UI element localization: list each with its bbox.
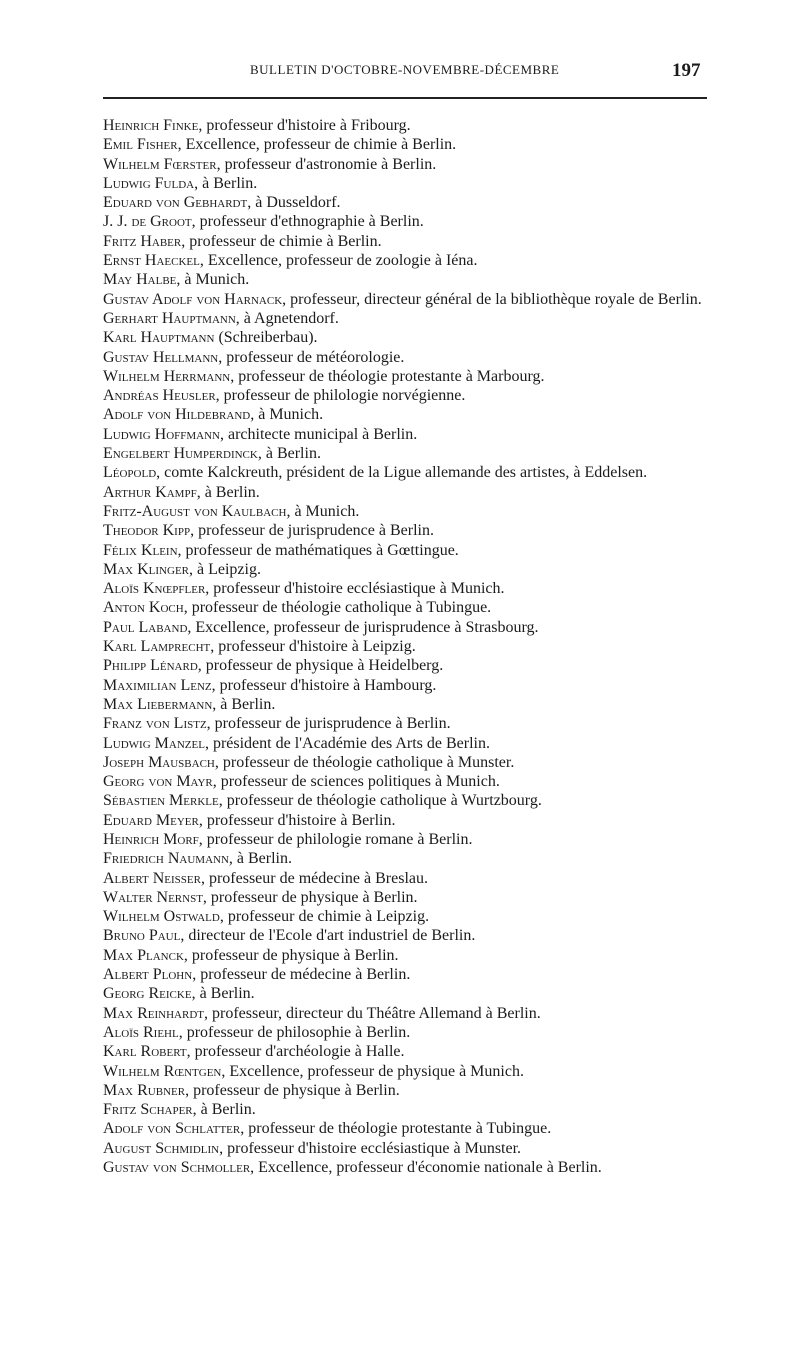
member-description: , Excellence, professeur de chimie à Berlin. <box>177 136 457 154</box>
list-item <box>103 1023 713 1042</box>
member-name: Fritz Schaper <box>103 1101 193 1119</box>
member-name: May Halbe <box>103 271 177 289</box>
member-description: , professeur de météorologie. <box>218 348 405 366</box>
member-description: , à Dusseldorf. <box>247 194 341 212</box>
list-item <box>103 714 713 733</box>
list-item <box>103 541 713 560</box>
member-name: Paul Laband <box>103 618 188 636</box>
member-name: Sébastien Merkle <box>103 792 219 810</box>
list-item <box>103 116 713 135</box>
list-item <box>103 907 713 926</box>
member-name: Max Klinger <box>103 560 189 578</box>
list-item <box>103 1119 713 1138</box>
member-name: Félix Klein <box>103 541 178 559</box>
member-name: Wilhelm Herrmann <box>103 367 231 385</box>
member-name: Friedrich Naumann <box>103 850 229 868</box>
member-description: , professeur d'histoire à Berlin. <box>198 811 396 829</box>
list-item <box>103 946 713 965</box>
member-name: Bruno Paul <box>103 927 181 945</box>
list-item <box>103 232 713 251</box>
member-description: (Schreiberbau). <box>214 329 318 347</box>
member-description: , professeur d'histoire ecclésiastique à Munich. <box>205 580 505 598</box>
member-name: Adolf von Hildebrand <box>103 406 251 424</box>
list-item <box>103 251 713 270</box>
member-description: , à Berlin. <box>257 445 321 463</box>
member-name: Emil Fisher <box>103 136 178 154</box>
member-description: , professeur, directeur du Théâtre Allemand à Berlin. <box>204 1004 541 1022</box>
member-description: , professeur de théologie protestante à Marbourg. <box>230 367 545 385</box>
member-name: Max Liebermann <box>103 695 213 713</box>
member-description: , professeur d'archéologie à Halle. <box>186 1043 405 1061</box>
list-item <box>103 1139 713 1158</box>
list-item <box>103 791 713 810</box>
member-description: , à Berlin. <box>192 1101 256 1119</box>
member-description: , professeur de théologie catholique à Tubingue. <box>183 599 492 617</box>
member-name: Adolf von Schlatter <box>103 1120 241 1138</box>
member-name: Fritz-August von Kaulbach <box>103 502 287 520</box>
list-item <box>103 367 713 386</box>
member-description: , professeur de physique à Heidelberg. <box>197 657 444 675</box>
member-description: , à Munich. <box>250 406 324 424</box>
list-item <box>103 869 713 888</box>
list-item <box>103 1081 713 1100</box>
member-description: , professeur d'histoire ecclésiastique à Munster. <box>219 1139 522 1157</box>
member-name: Franz von Listz <box>103 715 207 733</box>
list-item <box>103 405 713 424</box>
member-description: , professeur de médecine à Breslau. <box>200 869 428 887</box>
list-item <box>103 734 713 753</box>
member-name: Karl Hauptmann <box>103 329 215 347</box>
member-name: Ludwig Manzel <box>103 734 205 752</box>
member-description: , professeur d'histoire à Leipzig. <box>210 638 416 656</box>
list-item <box>103 1062 713 1081</box>
member-name: J. J. de Groot <box>103 213 192 231</box>
member-name: Max Rubner <box>103 1081 186 1099</box>
member-name: Aloïs Riehl <box>103 1023 179 1041</box>
member-name: Theodor Kipp <box>103 522 191 540</box>
member-name: Max Reinhardt <box>103 1004 204 1022</box>
member-name: Maximilian Lenz <box>103 676 212 694</box>
member-list <box>103 116 713 1177</box>
member-description: , professeur de physique à Berlin. <box>202 888 418 906</box>
member-description: , comte Kalckreuth, président de la Ligue allemande des artistes, à Eddelsen. <box>156 464 648 482</box>
list-item <box>103 1100 713 1119</box>
member-name: Gustav von Schmoller <box>103 1159 251 1177</box>
list-item <box>103 502 713 521</box>
list-item <box>103 348 713 367</box>
member-description: , Excellence, professeur de jurisprudence à Strasbourg. <box>187 618 539 636</box>
member-description: , professeur de sciences politiques à Munich. <box>212 773 500 791</box>
member-description: , Excellence, professeur d'économie nationale à Berlin. <box>250 1159 602 1177</box>
member-description: , professeur d'ethnographie à Berlin. <box>191 213 424 231</box>
list-item <box>103 579 713 598</box>
list-item <box>103 521 713 540</box>
member-name: Karl Lamprecht <box>103 638 211 656</box>
list-item <box>103 1158 713 1177</box>
list-item <box>103 618 713 637</box>
member-description: , directeur de l'Ecole d'art industriel de Berlin. <box>180 927 476 945</box>
member-name: Albert Neisser <box>103 869 201 887</box>
member-name: Gustav Hellmann <box>103 348 219 366</box>
member-name: Karl Robert <box>103 1043 187 1061</box>
list-item <box>103 135 713 154</box>
member-description: , à Berlin. <box>212 695 276 713</box>
list-item <box>103 386 713 405</box>
member-name: Engelbert Humperdinck <box>103 445 258 463</box>
member-name: Walter Nernst <box>103 888 203 906</box>
list-item <box>103 328 713 347</box>
list-item <box>103 270 713 289</box>
list-item <box>103 425 713 444</box>
list-item <box>103 811 713 830</box>
member-description: , professeur d'astronomie à Berlin. <box>216 155 437 173</box>
list-item <box>103 463 713 482</box>
member-name: Ludwig Fulda <box>103 174 195 192</box>
member-name: Albert Plohn <box>103 966 193 984</box>
member-description: , professeur de philosophie à Berlin. <box>178 1023 411 1041</box>
member-name: Wilhelm Ostwald <box>103 908 220 926</box>
member-name: Heinrich Morf <box>103 830 199 848</box>
list-item <box>103 309 713 328</box>
member-description: , à Berlin. <box>191 985 255 1003</box>
member-description: , professeur de philologie romane à Berlin. <box>198 830 473 848</box>
member-description: , professeur de jurisprudence à Berlin. <box>190 522 434 540</box>
member-description: , président de l'Académie des Arts de Berlin. <box>204 734 490 752</box>
member-name: Anton Koch <box>103 599 184 617</box>
member-name: Ernst Haeckel <box>103 252 200 270</box>
member-description: , architecte municipal à Berlin. <box>220 425 418 443</box>
member-description: , Excellence, professeur de physique à Munich. <box>221 1062 524 1080</box>
list-item <box>103 637 713 656</box>
member-description: , à Agnetendorf. <box>235 309 339 327</box>
list-item <box>103 656 713 675</box>
member-name: Eduard Meyer <box>103 811 199 829</box>
member-name: Eduard von Gebhardt <box>103 194 248 212</box>
member-name: Andréas Heusler <box>103 387 216 405</box>
list-item <box>103 483 713 502</box>
member-name: Wilhelm Rœntgen <box>103 1062 222 1080</box>
member-name: Arthur Kampf <box>103 483 197 501</box>
member-description: , Excellence, professeur de zoologie à Iéna. <box>199 252 478 270</box>
member-name: Joseph Mausbach <box>103 753 215 771</box>
list-item <box>103 753 713 772</box>
list-item <box>103 965 713 984</box>
member-name: Georg Reicke <box>103 985 192 1003</box>
page-number: 197 <box>672 60 701 81</box>
member-name: Georg von Mayr <box>103 773 213 791</box>
list-item <box>103 1042 713 1061</box>
list-item <box>103 984 713 1003</box>
list-item <box>103 676 713 695</box>
list-item <box>103 155 713 174</box>
member-name: Gustav Adolf von Harnack <box>103 290 283 308</box>
list-item <box>103 830 713 849</box>
list-item <box>103 174 713 193</box>
member-name: Gerhart Hauptmann <box>103 309 236 327</box>
list-item <box>103 193 713 212</box>
member-description: , professeur de physique à Berlin. <box>183 946 399 964</box>
list-item <box>103 1004 713 1023</box>
member-description: , professeur de mathématiques à Gœttingue. <box>177 541 459 559</box>
member-name: August Schmidlin <box>103 1139 220 1157</box>
member-description: , professeur de chimie à Leipzig. <box>219 908 430 926</box>
member-description: , professeur d'histoire à Hambourg. <box>211 676 437 694</box>
header-rule <box>103 97 707 99</box>
list-item <box>103 444 713 463</box>
list-item <box>103 290 713 309</box>
member-name: Wilhelm Fœrster <box>103 155 217 173</box>
member-description: , professeur de philologie norvégienne. <box>215 387 466 405</box>
member-description: , à Berlin. <box>228 850 292 868</box>
member-description: , professeur de théologie catholique à Wurtzbourg. <box>218 792 542 810</box>
member-name: Max Planck <box>103 946 184 964</box>
list-item <box>103 560 713 579</box>
list-item <box>103 888 713 907</box>
member-description: , professeur de physique à Berlin. <box>185 1081 400 1099</box>
member-description: , à Berlin. <box>196 483 260 501</box>
member-name: Aloïs Knœpfler <box>103 580 206 598</box>
list-item <box>103 598 713 617</box>
member-description: , professeur, directeur général de la bibliothèque royale de Berlin. <box>282 290 702 308</box>
list-item <box>103 926 713 945</box>
member-name: Fritz Haber <box>103 232 182 250</box>
list-item <box>103 695 713 714</box>
member-description: , à Leipzig. <box>189 560 261 578</box>
member-description: , à Munich. <box>176 271 250 289</box>
running-title: BULLETIN D'OCTOBRE-NOVEMBRE-DÉCEMBRE <box>250 62 560 77</box>
list-item <box>103 772 713 791</box>
member-description: , à Munich. <box>286 502 360 520</box>
member-description: , professeur d'histoire à Fribourg. <box>198 117 411 134</box>
member-description: , à Berlin. <box>194 174 258 192</box>
list-item <box>103 212 713 231</box>
member-description: , professeur de jurisprudence à Berlin. <box>206 715 451 733</box>
member-name: Ludwig Hoffmann <box>103 425 220 443</box>
member-description: , professeur de médecine à Berlin. <box>192 966 411 984</box>
member-name: Philipp Lénard <box>103 657 198 675</box>
member-name: Heinrich Finke <box>103 117 199 134</box>
member-description: , professeur de théologie protestante à Tubingue. <box>240 1120 552 1138</box>
member-name: Léopold <box>103 464 157 482</box>
member-description: , professeur de chimie à Berlin. <box>181 232 382 250</box>
list-item <box>103 849 713 868</box>
member-description: , professeur de théologie catholique à Munster. <box>214 753 515 771</box>
